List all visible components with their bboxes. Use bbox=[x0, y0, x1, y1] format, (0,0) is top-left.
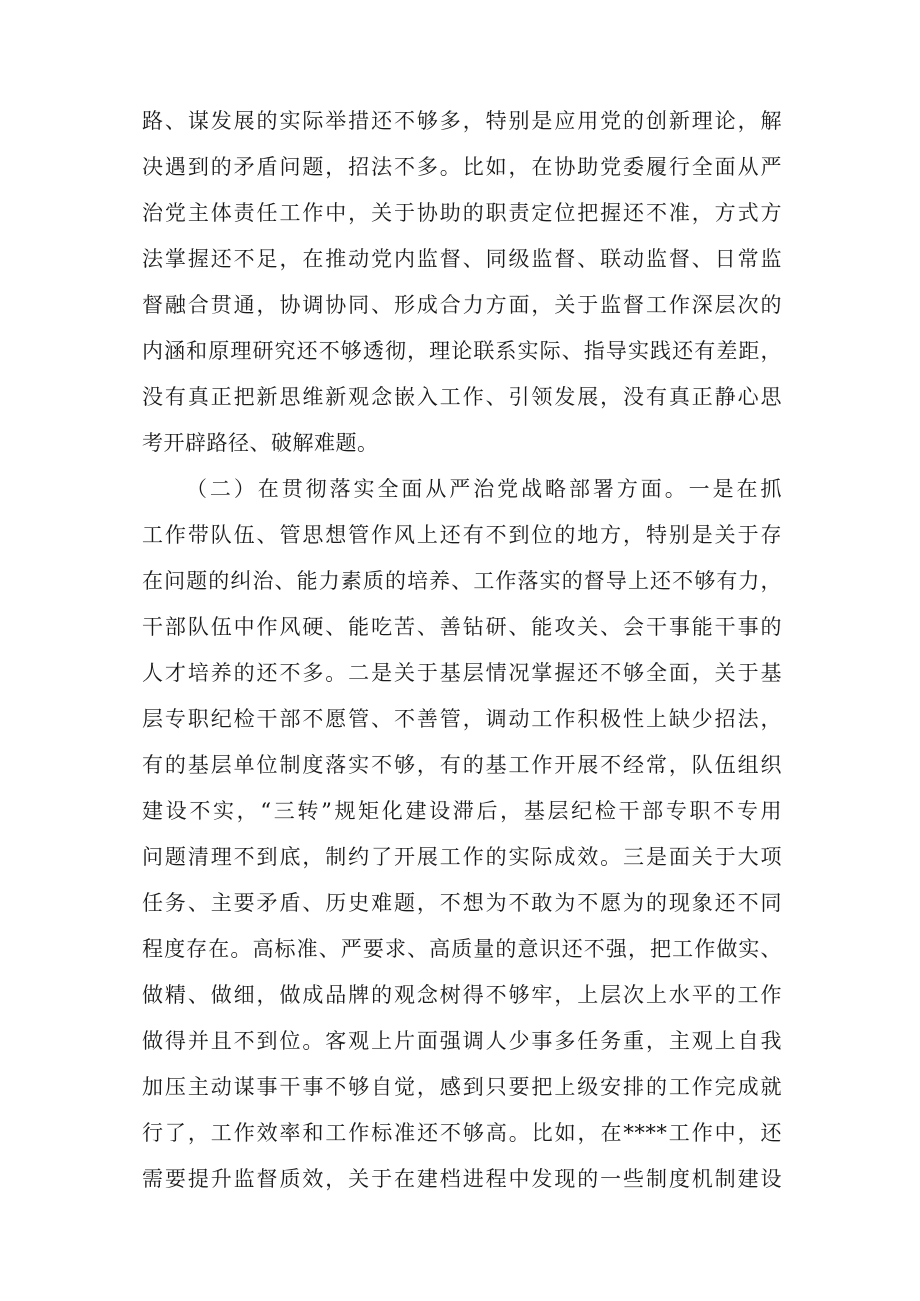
text-line: 做精、做细，做成品牌的观念树得不够牢，上层次上水平的工作 bbox=[142, 983, 782, 1007]
text-line: 决遇到的矛盾问题，招法不多。比如，在协助党委履行全面从严 bbox=[142, 155, 782, 179]
text-line: 路、谋发展的实际举措还不够多，特别是应用党的创新理论，解 bbox=[142, 109, 782, 133]
text-line: 做得并且不到位。客观上片面强调人少事多任务重，主观上自我 bbox=[142, 1029, 782, 1053]
text-line: 层专职纪检干部不愿管、不善管，调动工作积极性上缺少招法， bbox=[142, 707, 782, 731]
section-heading-line: （二）在贯彻落实全面从严治党战略部署方面。一是在抓 bbox=[186, 477, 782, 501]
paragraph-end-line: 考开辟路径、破解难题。 bbox=[142, 431, 379, 455]
text-line: 问题清理不到底，制约了开展工作的实际成效。三是面关于大项 bbox=[142, 845, 782, 869]
text-line: 没有真正把新思维新观念嵌入工作、引领发展，没有真正静心思 bbox=[142, 385, 782, 409]
text-line: 程度存在。高标准、严要求、高质量的意识还不强，把工作做实、 bbox=[142, 937, 782, 961]
text-line: 在问题的纠治、能力素质的培养、工作落实的督导上还不够有力， bbox=[142, 569, 782, 593]
text-line: 任务、主要矛盾、历史难题，不想为不敢为不愿为的现象还不同 bbox=[142, 891, 782, 915]
text-line: 干部队伍中作风硬、能吃苦、善钻研、能攻关、会干事能干事的 bbox=[142, 615, 782, 639]
text-line: 需要提升监督质效，关于在建档进程中发现的一些制度机制建设 bbox=[142, 1167, 782, 1191]
text-line: 建设不实，“三转”规矩化建设滞后，基层纪检干部专职不专用 bbox=[142, 799, 782, 823]
text-line: 治党主体责任工作中，关于协助的职责定位把握还不准，方式方 bbox=[142, 201, 782, 225]
text-line: 督融合贯通，协调协同、形成合力方面，关于监督工作深层次的 bbox=[142, 293, 782, 317]
document-body bbox=[142, 98, 782, 1202]
text-line: 行了，工作效率和工作标准还不够高。比如，在****工作中，还 bbox=[142, 1121, 782, 1145]
text-line: 工作带队伍、管思想管作风上还有不到位的地方，特别是关于存 bbox=[142, 523, 782, 547]
text-line: 有的基层单位制度落实不够，有的基工作开展不经常，队伍组织 bbox=[142, 753, 782, 777]
text-line: 人才培养的还不多。二是关于基层情况掌握还不够全面，关于基 bbox=[142, 661, 782, 685]
text-line: 内涵和原理研究还不够透彻，理论联系实际、指导实践还有差距， bbox=[142, 339, 782, 363]
text-line: 加压主动谋事干事不够自觉，感到只要把上级安排的工作完成就 bbox=[142, 1075, 782, 1099]
text-line: 法掌握还不足，在推动党内监督、同级监督、联动监督、日常监 bbox=[142, 247, 782, 271]
